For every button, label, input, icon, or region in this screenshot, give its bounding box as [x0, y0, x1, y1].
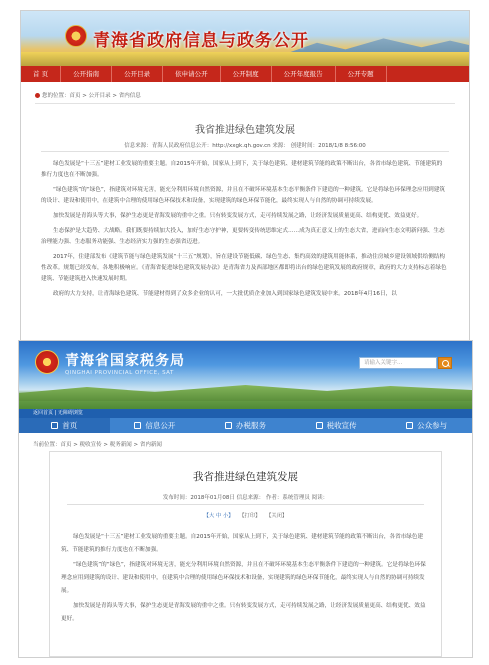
- list-icon: [134, 422, 141, 429]
- paragraph: 绿色发展是“十三五”建材工业发展的重要主题。自2015年开始，国家从上到下，关于绿色建筑、建材建筑节能的政策不断出台，各省市绿色建筑、节能建筑的推行力度也在不断加强。: [61, 534, 424, 553]
- utility-strip: [19, 409, 472, 418]
- screenshot-tax-bureau-site: [18, 340, 473, 658]
- article-body: [61, 531, 430, 628]
- article-meta: 发布时间：2018年01月08日 信息来源： 作者：系统管理员 阅读：: [162, 495, 329, 501]
- nav-label: 税收宣传: [326, 421, 357, 430]
- breadcrumb[interactable]: 当前位置：首页 > 税收宣传 > 税务新闻 > 省内新闻: [33, 442, 162, 448]
- paragraph: 2017年，住建部发布《建筑节能与绿色建筑发展“十三五”规划》，旨在建设节能低碳、绿色生态、集约高效的建筑用能体系，推动住房城乡建设领域供给侧结构性改革。规划已经发布，各地积极响应。《青海省促进绿色建筑发展办法》是青海省力及西部地区都即将出台的绿色建筑发展的政府规章，政府的大力支持标志着绿色建筑、节能建筑进入快速发展时期。: [41, 254, 447, 282]
- breadcrumb: [35, 91, 141, 99]
- paragraph: 绿色发展是“十三五”建材工业发展的重要主题。自2015年开始，国家从上到下，关于绿色建筑、建材建筑节能的政策不断出台，各省市绿色建筑、节能建筑的推行力度也在不断加强。: [41, 161, 443, 178]
- paragraph: 生态保护是大趋势、大战略。我们既要持续加大投入，加好生态守护神，更要转变传统思维定式……成为真正意义上的生态大省，进而向生态文明新问强、生态治理能力强、生态服务功能强、生态经济实力强的生态强省迈进。: [41, 228, 445, 245]
- document-icon: [316, 422, 323, 429]
- header-grassland: [19, 381, 472, 401]
- paragraph: 加快发展是青海头等大事，保护生态更是青海发展的重中之重。只有转变发展方式，走可持续发展之路，让经济发展质量更高、结构更优、效益更好。: [53, 213, 423, 219]
- site-title: 青海省政府信息与政务公开: [93, 31, 309, 51]
- divider: [41, 151, 449, 152]
- nav-label: 公众参与: [417, 421, 448, 430]
- site-title: 青海省国家税务局: [65, 353, 185, 369]
- location-icon: [35, 93, 40, 98]
- national-emblem-icon: [65, 25, 87, 47]
- font-size-toggle[interactable]: 【大 中 小】: [203, 513, 234, 519]
- nav-label: 信息公开: [145, 421, 176, 430]
- service-icon: [225, 422, 232, 429]
- article-title: 我省推进绿色建筑发展: [195, 125, 295, 136]
- nav-item-request[interactable]: 依申请公开: [163, 66, 221, 82]
- paragraph: “绿色建筑”的“绿色”，指建筑对环境无害，能充分利用环境自然资源，并且在不破坏环境基本生态平衡条件下建造的一种建筑。它是将绿色环保理念应用到建筑的设计、建设和使用中，在建筑中合理的使用绿色环保技术和设备，实现建筑的绿色环保节能化，最终实现人与自然的协调可持续发展。: [61, 562, 426, 594]
- people-icon: [406, 422, 413, 429]
- nav-item-home[interactable]: 首 页: [21, 66, 61, 82]
- main-nav: [19, 418, 472, 433]
- divider: [67, 504, 424, 505]
- search-icon[interactable]: [438, 357, 452, 369]
- banner-rapeseed-field: [21, 52, 469, 66]
- nav-item-home[interactable]: [19, 418, 110, 433]
- paragraph: “绿色建筑”的“绿色”，指建筑对环境无害，能充分利用环境自然资源，并且在不破坏环境基本生态平衡条件下建造的一种建筑。它是将绿色环保理念应用到建筑的设计、建设和使用中，在建筑中合理的使用绿色环保技术和设备，实现建筑的绿色环保节能化，最终实现人与自然的协调可持续发展。: [41, 187, 445, 204]
- main-nav: [21, 66, 469, 82]
- breadcrumb-text[interactable]: 您的位置：首页 > 公开目录 > 省内信息: [42, 93, 141, 99]
- site-subtitle: QINGHAI PROVINCIAL OFFICE, SAT: [65, 370, 174, 376]
- tax-emblem-icon: [35, 350, 59, 374]
- nav-label: 办税服务: [235, 421, 266, 430]
- screenshot-gov-info-portal: [20, 10, 470, 342]
- nav-item-topics[interactable]: 公开专题: [336, 66, 387, 82]
- nav-item-rules[interactable]: 公开制度: [221, 66, 272, 82]
- nav-item-service[interactable]: [200, 418, 291, 433]
- close-button[interactable]: 【关闭】: [266, 513, 288, 519]
- home-icon: [51, 422, 58, 429]
- nav-item-publicity[interactable]: [291, 418, 382, 433]
- article-meta: 信息来源：青海人民政府信息公开：http://xxgk.qh.gov.cn 来源： 创建时间：2018/1/8 8:56:00: [124, 143, 366, 149]
- utility-links[interactable]: 返回首页 | 无障碍浏览: [33, 410, 83, 416]
- article-tools: [19, 511, 472, 519]
- article-title: 我省推进绿色建筑发展: [193, 471, 298, 483]
- nav-item-info[interactable]: [110, 418, 201, 433]
- nav-item-participation[interactable]: [381, 418, 472, 433]
- article-body: [41, 159, 447, 304]
- nav-item-annual-report[interactable]: 公开年度报告: [272, 66, 336, 82]
- print-button[interactable]: 【打印】: [239, 513, 261, 519]
- search-input[interactable]: 请输入关键字...: [359, 357, 437, 369]
- nav-label: 首页: [62, 421, 78, 430]
- nav-item-catalog[interactable]: 公开目录: [112, 66, 163, 82]
- paragraph: 政府的大力支持，让青海绿色建筑、节能建材得到了众多企业的认可，一大批优质企业加入到国家绿色建筑发展中来。2018年4月16日，以: [53, 291, 397, 297]
- divider: [35, 103, 455, 104]
- paragraph: 加快发展是青海头等大事，保护生态更是青海发展的重中之重。只有转变发展方式，走可持续发展之路，让经济发展质量更高、结构更优、效益更好。: [61, 603, 426, 622]
- nav-item-guide[interactable]: 公开指南: [61, 66, 112, 82]
